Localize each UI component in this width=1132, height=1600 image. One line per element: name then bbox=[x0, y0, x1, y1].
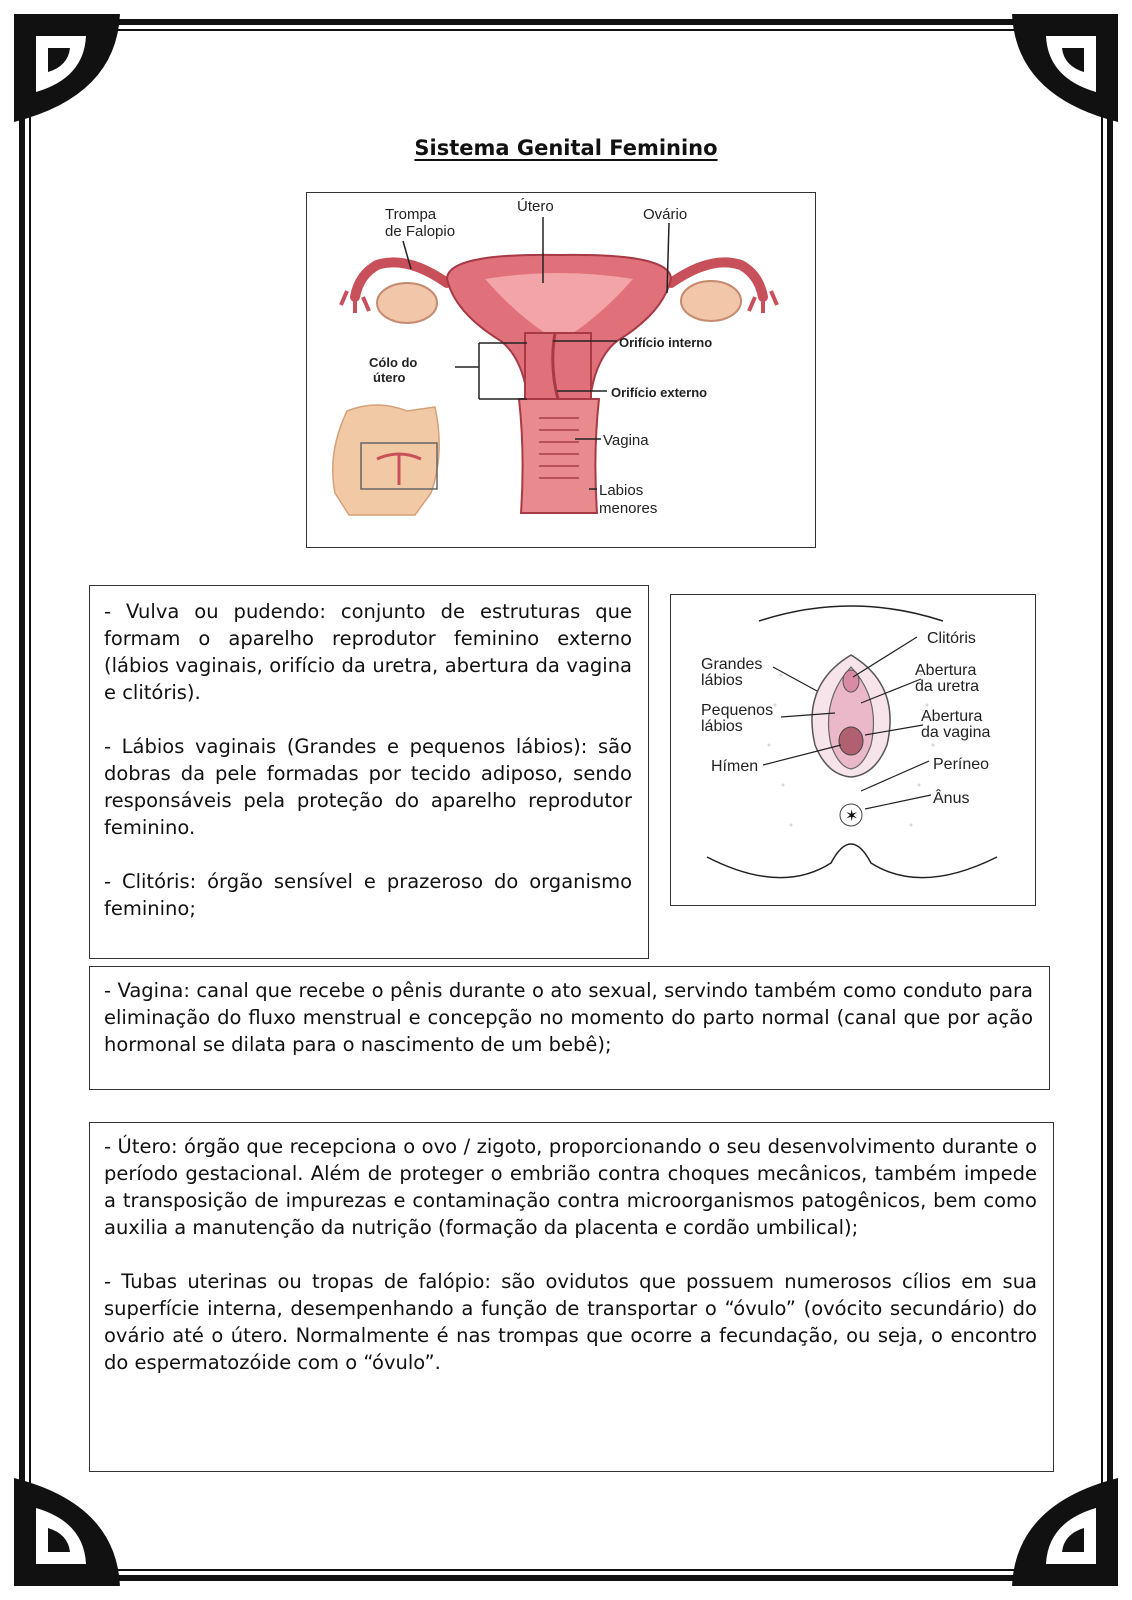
label-ovary: Ovário bbox=[643, 206, 688, 223]
vagina-paragraph: - Vagina: canal que recebe o pênis durante o ato sexual, servindo também como conduto para eliminação do fluxo menstrual e concepção no momento do parto normal (canal que por ação hormonal se dilata para o nascimento de um bebê); bbox=[104, 979, 1033, 1056]
label-labia: Labios menores bbox=[599, 482, 658, 517]
vulva-diagram bbox=[670, 594, 1036, 906]
label-abertura-uretra: Abertura da uretra bbox=[915, 662, 980, 695]
ovary-right bbox=[681, 281, 741, 321]
label-pequenos-labios: Pequenos lábios bbox=[701, 702, 774, 735]
vagina-canal bbox=[519, 399, 599, 513]
labios-paragraph: - Lábios vaginais (Grandes e pequenos lábios): são dobras da pele formadas por tecido adiposo, sendo responsáveis pela proteção do aparelho reprodutor feminino. bbox=[104, 735, 632, 839]
uterus-text-box bbox=[89, 1122, 1054, 1472]
vulva-text-box bbox=[89, 585, 649, 959]
label-cervix: Cólo do útero bbox=[369, 355, 418, 385]
utero-paragraph: - Útero: órgão que recepciona o ovo / zigoto, proporcionando o seu desenvolvimento durante o período gestacional. Além de proteger o embrião contra choques mecânicos, também impede a transposição de impurezas e contaminação contra microorganismos patogênicos, bem como auxilia a manutenção da nutrição (formação da placenta e cordão umbilical); bbox=[104, 1135, 1037, 1239]
corner-ornament-br bbox=[1012, 1478, 1118, 1586]
label-internal-os: Orifício interno bbox=[619, 335, 713, 350]
label-tube: Trompa de Falopio bbox=[385, 206, 456, 240]
vagina-text-box bbox=[89, 966, 1050, 1090]
label-abertura-vagina: Abertura da vagina bbox=[921, 708, 991, 741]
corner-ornament-tl bbox=[14, 14, 120, 122]
label-external-os: Orifício externo bbox=[611, 385, 708, 400]
corner-ornament-tr bbox=[1012, 14, 1118, 122]
label-perineo: Períneo bbox=[933, 756, 990, 773]
corner-ornament-bl bbox=[14, 1478, 120, 1586]
clitoris-paragraph: - Clitóris: órgão sensível e prazeroso do organismo feminino; bbox=[104, 870, 632, 920]
ovary-left bbox=[377, 283, 437, 323]
label-vagina: Vagina bbox=[603, 432, 649, 449]
tubas-paragraph: - Tubas uterinas ou tropas de falópio: são ovidutos que possuem numerosos cílios em sua superfície interna, desempenhando a função de transportar o “óvulo” (ovócito secundário) do ovário até o útero. Normalmente é nas trompas que ocorre a fecundação, ou seja, o encontro do espermatozóide com o “óvulo”. bbox=[104, 1270, 1037, 1374]
label-uterus: Útero bbox=[517, 198, 554, 215]
label-himen: Hímen bbox=[711, 758, 759, 775]
label-anus: Ânus bbox=[933, 790, 970, 807]
label-grandes-labios: Grandes lábios bbox=[701, 656, 763, 689]
label-clitoris: Clitóris bbox=[927, 630, 976, 647]
body-inset bbox=[333, 405, 439, 515]
svg-text:✶: ✶ bbox=[845, 808, 859, 825]
uterus-diagram bbox=[306, 192, 816, 548]
page-title: Sistema Genital Feminino bbox=[414, 136, 718, 160]
vulva-paragraph: - Vulva ou pudendo: conjunto de estruturas que formam o aparelho reprodutor feminino externo (lábios vaginais, orifício da uretra, abertura da vagina e clitóris). bbox=[104, 600, 632, 704]
